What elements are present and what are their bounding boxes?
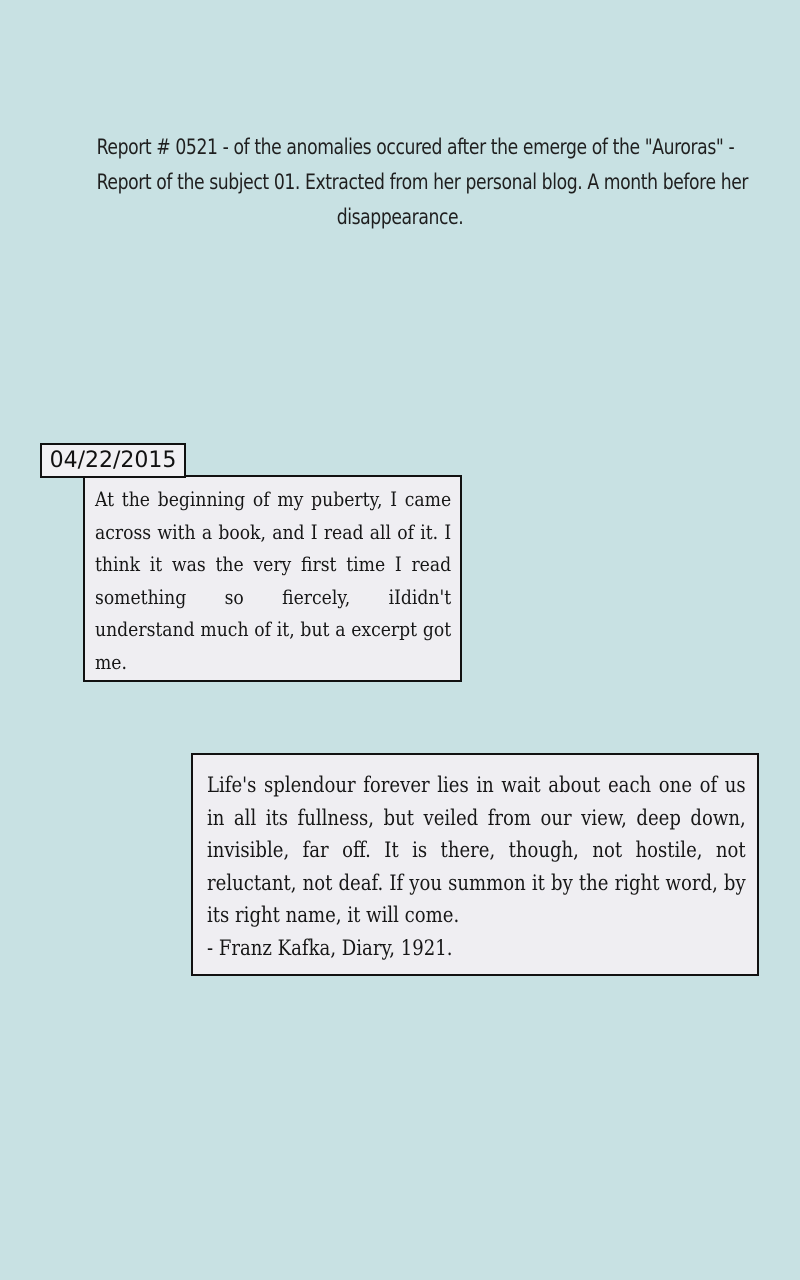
blog-entry-text: At the beginning of my puberty, I came across with a book, and I read all of it. I think it was the very first time I read something so fiercely, iIdidn't understand much of it, but a excerpt got me.	[95, 487, 452, 674]
report-header-line-3: disappearance.	[336, 205, 464, 229]
blog-entry-box	[83, 475, 462, 682]
entry-date-tag: 04/22/2015	[40, 443, 186, 478]
quote-content	[207, 769, 746, 964]
report-header-line-1: Report # 0521 - of the anomalies occured after the emerge of the "Auroras" -	[96, 135, 735, 159]
report-header-line-2: Report of the subject 01. Extracted from her personal blog. A month before her	[96, 170, 749, 194]
quote-text: Life's splendour forever lies in wait about each one of us in all its fullness, but veiled from our view, deep down, invisible, far off. It is there, though, not hostile, not reluctant, not deaf. If you summon it by the right word, by its right name, it will come.	[207, 773, 746, 927]
quote-attribution: - Franz Kafka, Diary, 1921.	[207, 935, 453, 960]
quote-box	[191, 753, 759, 976]
report-header	[96, 130, 749, 235]
